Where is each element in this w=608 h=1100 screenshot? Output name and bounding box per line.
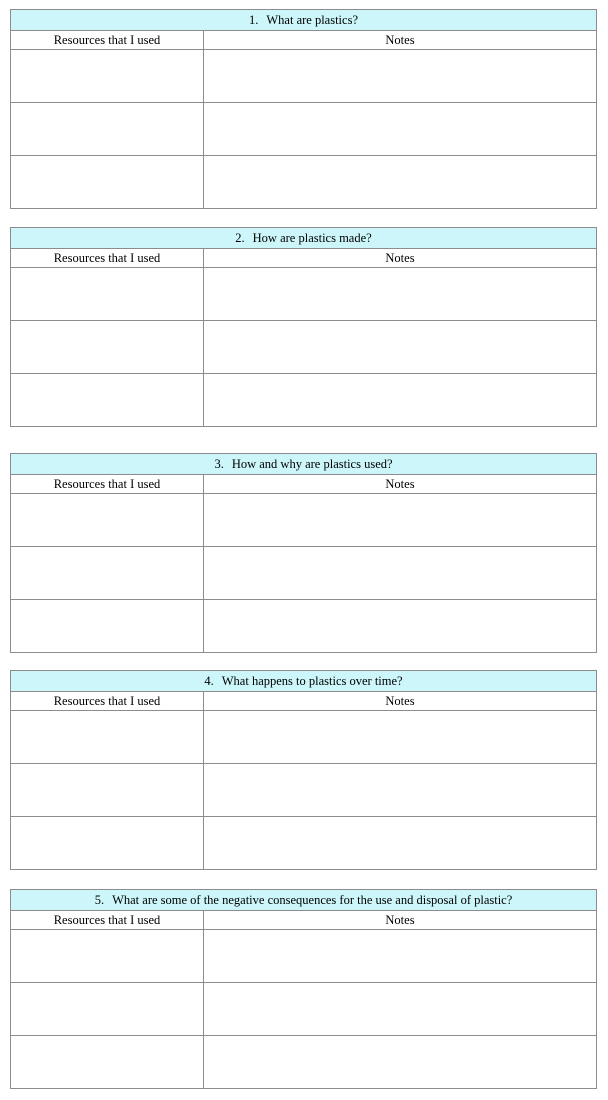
notes-cell[interactable] <box>204 547 597 600</box>
notes-header: Notes <box>204 911 597 930</box>
notes-cell[interactable] <box>204 374 597 427</box>
section-4-table <box>10 670 597 870</box>
resource-cell[interactable] <box>11 103 204 156</box>
resource-cell[interactable] <box>11 156 204 209</box>
section-3-table <box>10 453 597 653</box>
section-3-question <box>11 454 597 475</box>
notes-cell[interactable] <box>204 321 597 374</box>
section-2-question-text: How are plastics made? <box>252 231 372 245</box>
notes-header: Notes <box>204 692 597 711</box>
section-4-number: 4. <box>204 674 214 688</box>
section-1-question-text: What are plastics? <box>266 13 358 27</box>
resource-cell[interactable] <box>11 600 204 653</box>
resources-header: Resources that I used <box>11 692 204 711</box>
section-2-number: 2. <box>235 231 245 245</box>
notes-cell[interactable] <box>204 817 597 870</box>
resource-cell[interactable] <box>11 711 204 764</box>
notes-cell[interactable] <box>204 1036 597 1089</box>
notes-header: Notes <box>204 31 597 50</box>
notes-cell[interactable] <box>204 103 597 156</box>
resource-cell[interactable] <box>11 983 204 1036</box>
section-4-question-text: What happens to plastics over time? <box>221 674 403 688</box>
section-1-number: 1. <box>249 13 259 27</box>
section-5-table <box>10 889 597 1089</box>
resource-cell[interactable] <box>11 50 204 103</box>
resource-cell[interactable] <box>11 930 204 983</box>
section-5-number: 5. <box>94 893 105 907</box>
notes-cell[interactable] <box>204 764 597 817</box>
notes-cell[interactable] <box>204 50 597 103</box>
notes-cell[interactable] <box>204 600 597 653</box>
resource-cell[interactable] <box>11 494 204 547</box>
notes-cell[interactable] <box>204 156 597 209</box>
resource-cell[interactable] <box>11 374 204 427</box>
resources-header: Resources that I used <box>11 911 204 930</box>
notes-cell[interactable] <box>204 268 597 321</box>
section-5-question-text: What are some of the negative consequences for the use and disposal of plastic? <box>112 893 513 907</box>
resource-cell[interactable] <box>11 268 204 321</box>
resource-cell[interactable] <box>11 817 204 870</box>
notes-cell[interactable] <box>204 983 597 1036</box>
resources-header: Resources that I used <box>11 249 204 268</box>
section-2-table <box>10 227 597 427</box>
notes-cell[interactable] <box>204 494 597 547</box>
notes-cell[interactable] <box>204 930 597 983</box>
section-5-question <box>11 890 597 911</box>
notes-header: Notes <box>204 475 597 494</box>
resource-cell[interactable] <box>11 547 204 600</box>
section-4-question <box>11 671 597 692</box>
section-1-question <box>11 10 597 31</box>
section-1-table <box>10 9 597 209</box>
section-3-number: 3. <box>214 457 224 471</box>
resource-cell[interactable] <box>11 764 204 817</box>
resource-cell[interactable] <box>11 1036 204 1089</box>
section-3-question-text: How and why are plastics used? <box>231 457 393 471</box>
notes-header: Notes <box>204 249 597 268</box>
notes-cell[interactable] <box>204 711 597 764</box>
section-2-question <box>11 228 597 249</box>
resources-header: Resources that I used <box>11 31 204 50</box>
resource-cell[interactable] <box>11 321 204 374</box>
resources-header: Resources that I used <box>11 475 204 494</box>
